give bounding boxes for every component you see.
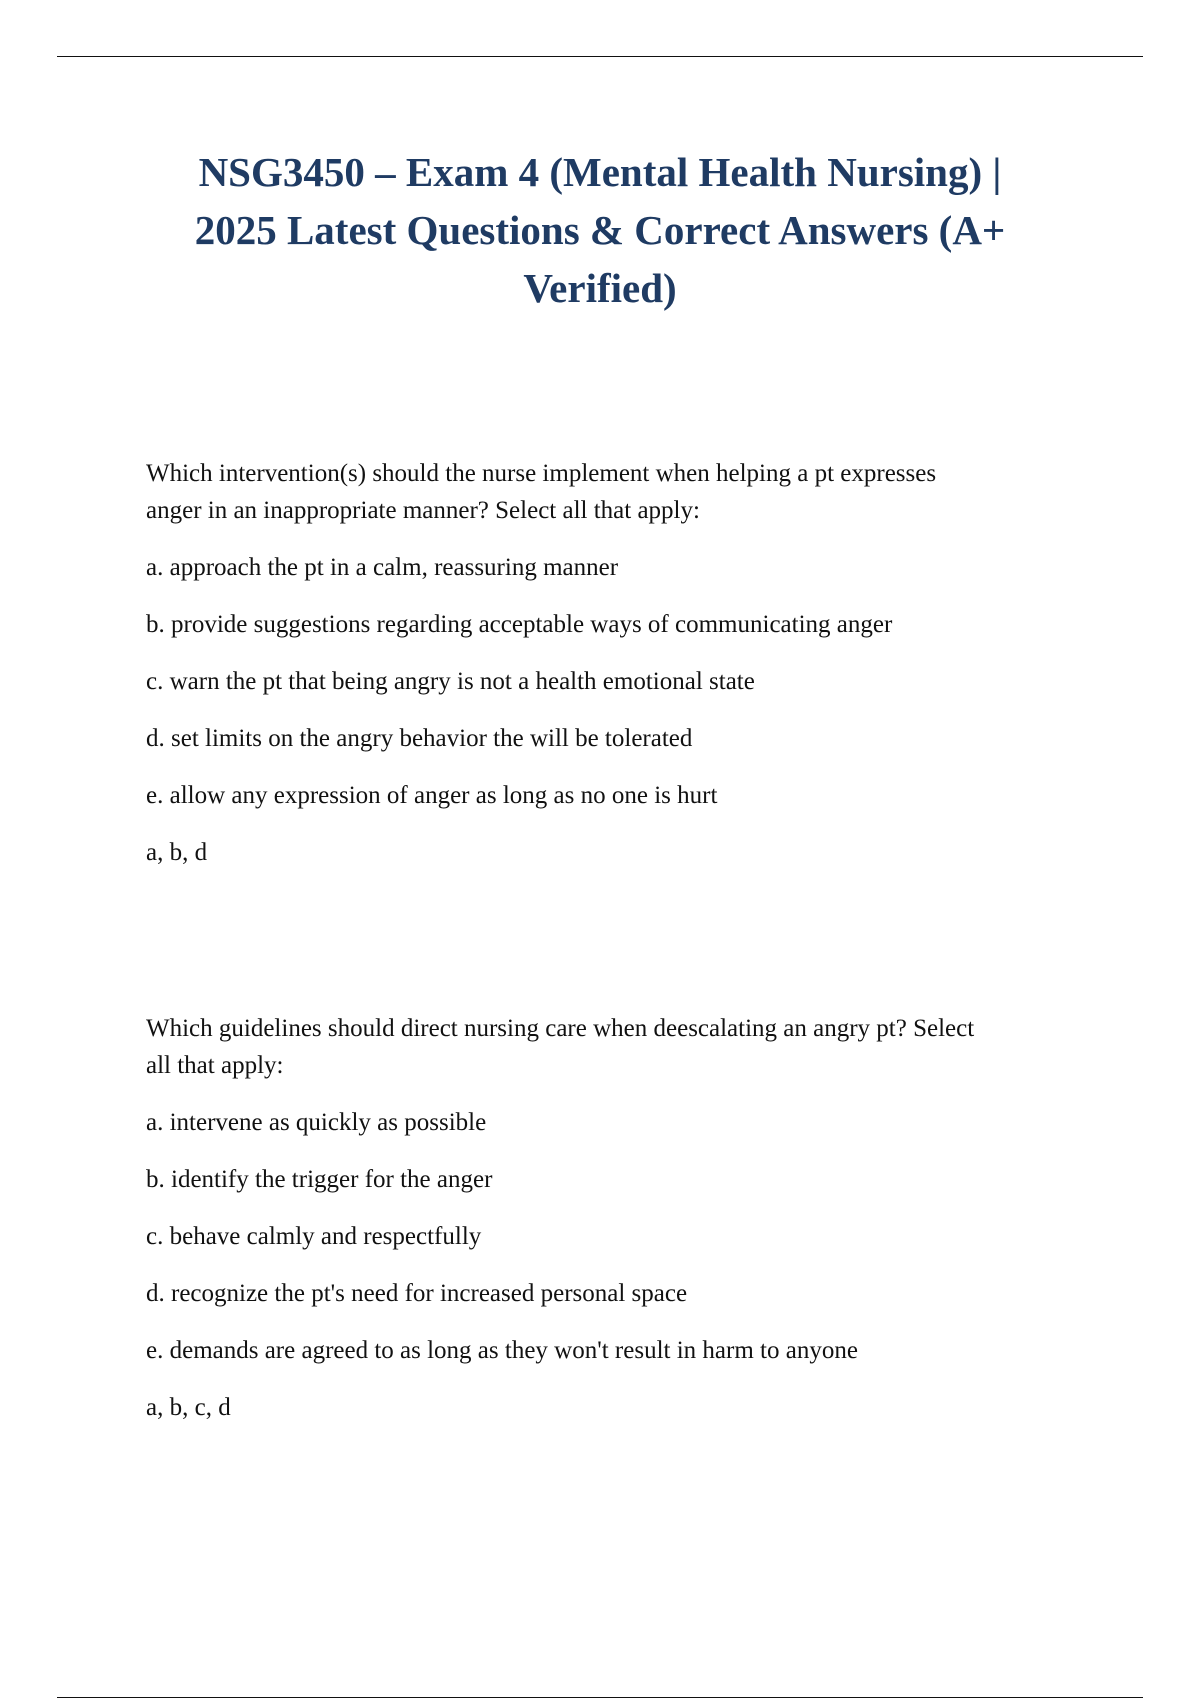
stem-line: Which guidelines should direct nursing care when deescalating an angry pt? Select	[146, 1015, 975, 1042]
stem-line: Which intervention(s) should the nurse implement when helping a pt expresses	[146, 460, 937, 487]
option-c: c. warn the pt that being angry is not a health emotional state	[146, 668, 755, 695]
correct-answer: a, b, d	[146, 839, 208, 866]
stem-line: anger in an inappropriate manner? Select all that apply:	[146, 497, 700, 524]
title-line: NSG3450 – Exam 4 (Mental Health Nursing) |	[198, 149, 1002, 195]
question-1	[146, 455, 1086, 871]
option-b: b. identify the trigger for the anger	[146, 1166, 493, 1193]
document-title	[150, 143, 1050, 317]
question-stem	[146, 1010, 1086, 1084]
option-a: a. approach the pt in a calm, reassuring manner	[146, 554, 619, 581]
stem-line: all that apply:	[146, 1052, 284, 1079]
option-a: a. intervene as quickly as possible	[146, 1109, 487, 1136]
answer-options	[146, 1105, 1086, 1369]
option-e: e. allow any expression of anger as long as no one is hurt	[146, 782, 718, 809]
question-2	[146, 1010, 1086, 1426]
option-d: d. set limits on the angry behavior the will be tolerated	[146, 725, 693, 752]
option-b: b. provide suggestions regarding acceptable ways of communicating anger	[146, 611, 893, 638]
footer-rule	[57, 1697, 1143, 1698]
correct-answer: a, b, c, d	[146, 1394, 231, 1421]
answer-options	[146, 550, 1086, 814]
title-line: Verified)	[523, 265, 677, 311]
header-rule	[57, 56, 1143, 57]
option-d: d. recognize the pt's need for increased personal space	[146, 1280, 688, 1307]
option-c: c. behave calmly and respectfully	[146, 1223, 482, 1250]
option-e: e. demands are agreed to as long as they won't result in harm to anyone	[146, 1337, 858, 1364]
question-stem	[146, 455, 1086, 529]
title-line: 2025 Latest Questions & Correct Answers (A+	[194, 207, 1006, 253]
